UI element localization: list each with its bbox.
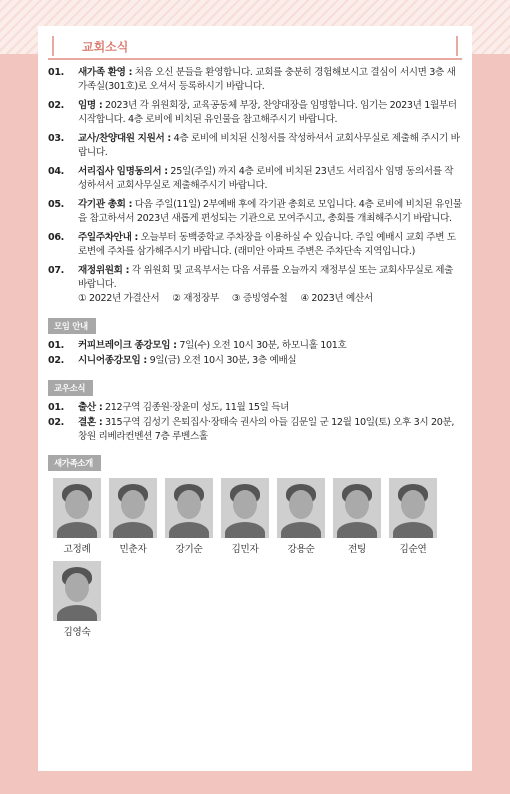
notice-heading: 서리집사 임명동의서 : [78,166,168,177]
member-photo [53,561,101,621]
notice-text: 4층 로비에 비치된 신청서를 작성하셔서 교회사무실로 제출해 주시기 바랍니다. [78,133,460,158]
members-news-number: 02. [48,417,64,428]
notice-number: 02. [48,100,64,111]
member-photo [221,478,269,538]
attachment-item: ① 2022년 가결산서 [78,293,160,304]
meeting-text: 9일(금) 오전 10시 30분, 3층 예배실 [146,355,297,366]
notice-item [48,264,462,306]
member-name: 전팅 [348,544,366,555]
member-name: 강기순 [175,544,203,555]
new-family-tab-label: 새가족소개 [48,455,101,471]
attachment-item: ② 재정장부 [172,293,219,304]
new-family-member [52,478,102,555]
member-photo [389,478,437,538]
notice-heading: 각기관 총회 : [78,199,133,210]
notice-number: 01. [48,67,64,78]
new-family-member [164,478,214,555]
member-name: 김민자 [231,544,259,555]
new-family-member [332,478,382,555]
meetings-tab-label: 모임 안내 [48,318,96,334]
member-photo [333,478,381,538]
header-left-tick [52,36,54,56]
notice-item [48,231,462,258]
member-name: 김영숙 [63,627,91,638]
members-news-text: 315구역 김성기 은퇴집사·장태숙 권사의 아들 김문일 군 12월 10일(토) 오후 3시 20분, 창원 리베라컨벤션 7층 루벤스홀 [78,417,455,442]
new-family-member [108,478,158,555]
notice-heading: 새가족 환영 : [78,67,133,78]
bulletin-content [48,66,462,638]
meeting-text: 7일(수) 오전 10시 30분, 하모니홀 101호 [176,339,347,351]
bulletin-panel [38,26,472,771]
meeting-number: 02. [48,355,64,366]
new-family-member [220,478,270,555]
members-news-heading: 출산 : [78,401,103,413]
notice-heading: 재정위원회 : [78,265,130,276]
members-news-text: 212구역 김종원·장윤미 성도, 11월 15일 득녀 [102,401,290,413]
meeting-heading: 커피브레이크 종강모임 : [78,339,177,351]
members-news-item [48,416,462,443]
members-news-tab-label: 교우소식 [48,380,93,396]
member-name: 김순연 [399,544,427,555]
notice-number: 06. [48,232,64,243]
notice-number: 07. [48,265,64,276]
notice-item [48,165,462,192]
notice-heading: 임명 : [78,100,103,111]
attachment-list [78,292,462,306]
notice-item [48,99,462,126]
section-header [48,36,462,60]
attachment-item: ④ 2023년 예산서 [300,293,373,304]
notice-text: 25일(주일) 까지 4층 로비에 비치된 23년도 서리집사 임명 동의서를 작성하셔서 교회사무실로 제출해주시기 바랍니다. [78,166,454,191]
notice-item [48,198,462,225]
member-name: 고정례 [63,544,91,555]
new-family-member [388,478,438,555]
member-photo [277,478,325,538]
notice-heading: 교사/찬양대원 지원서 : [78,133,171,144]
notice-number: 03. [48,133,64,144]
header-right-tick [456,36,458,56]
notice-text: 다음 주일(11일) 2부예배 후에 각기관 총회로 모입니다. 4층 로비에 비치된 유인물을 참고하셔서 2023년 새롭게 편성되는 기관으로 모여주시고, 총회를 개최해주시기 바랍니다. [78,199,462,224]
members-news-item [48,401,462,415]
meeting-number: 01. [48,339,64,351]
notice-item [48,132,462,159]
meeting-item [48,339,462,353]
members-news-number: 01. [48,401,64,413]
page-title: 교회소식 [82,40,129,54]
members-news-heading: 결혼 : [78,417,103,428]
notice-heading: 주일주차안내 : [78,232,138,243]
meeting-heading: 시니어종강모임 : [78,355,147,366]
member-name: 민춘자 [119,544,147,555]
notice-text: 각 위원회 및 교육부서는 다음 서류를 오늘까지 재정부실 또는 교회사무실로 제출 바랍니다. [78,265,454,290]
notice-text: 오늘부터 동백중학교 주차장을 이용하실 수 있습니다. 주일 예배시 교회 주변 도로변에 주차를 삼가해주시기 바랍니다. (래미안 아파트 주변은 주차단속 지역입니다.) [78,232,456,257]
notice-item [48,66,462,93]
new-family-grid [52,478,462,638]
member-photo [109,478,157,538]
member-photo [53,478,101,538]
new-family-member [276,478,326,555]
member-photo [165,478,213,538]
notice-text: 2023년 각 위원회장, 교육공동체 부장, 찬양대장을 임명합니다. 임기는 2023년 1월부터 시작합니다. 4층 로비에 비치된 유인물을 참고해주시기 바랍니다. [78,100,457,125]
notice-text: 처음 오신 분들을 환영합니다. 교회를 충분히 경험해보시고 결심이 서시면 3층 새가족실(301호)로 오셔서 등록하시기 바랍니다. [78,67,456,92]
new-family-member [52,561,102,638]
meeting-item [48,354,462,368]
notice-number: 05. [48,199,64,210]
notice-number: 04. [48,166,64,177]
attachment-item: ③ 증빙영수철 [231,293,288,304]
member-name: 강용순 [287,544,315,555]
